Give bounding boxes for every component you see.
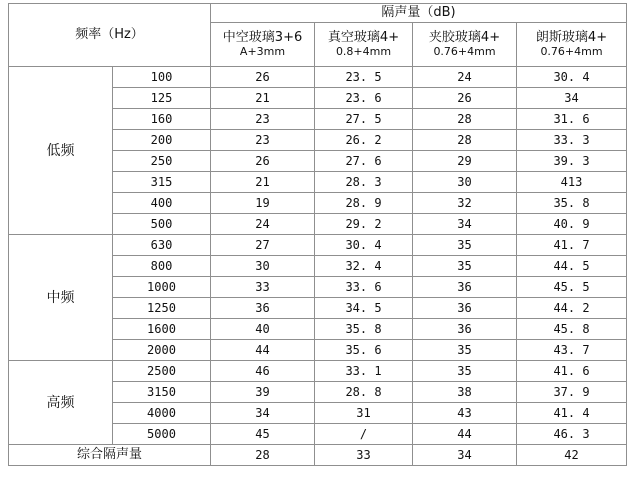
value-cell: 24 [211,214,315,235]
column-header-line1: 朗斯玻璃4+ [535,29,608,45]
value-cell: 46 [211,361,315,382]
table-row [9,361,627,382]
value-cell: 26 [211,151,315,172]
frequency-cell: 1600 [113,319,211,340]
value-cell: 35. 8 [517,193,627,214]
value-cell: 28 [413,109,517,130]
total-value-cell: 34 [413,445,517,466]
column-header-vacuum-glass [315,23,413,67]
value-cell: 413 [517,172,627,193]
total-row [9,445,627,466]
band-label: 低频 [9,67,113,235]
value-cell: 23. 6 [315,88,413,109]
value-cell: / [315,424,413,445]
value-cell: 30. 4 [517,67,627,88]
value-cell: 26 [211,67,315,88]
value-cell: 43 [413,403,517,424]
frequency-cell: 3150 [113,382,211,403]
value-cell: 30 [413,172,517,193]
value-cell: 33. 1 [315,361,413,382]
column-header-langsi-glass [517,23,627,67]
insulation-group-header: 隔声量（dB) [211,4,627,23]
value-cell: 34 [211,403,315,424]
frequency-cell: 100 [113,67,211,88]
total-value-cell: 33 [315,445,413,466]
value-cell: 35. 8 [315,319,413,340]
value-cell: 43. 7 [517,340,627,361]
value-cell: 21 [211,88,315,109]
value-cell: 40 [211,319,315,340]
value-cell: 37. 9 [517,382,627,403]
column-header-line2: 0.8+4mm [335,44,392,58]
value-cell: 28. 8 [315,382,413,403]
value-cell: 31 [315,403,413,424]
value-cell: 45 [211,424,315,445]
value-cell: 24 [413,67,517,88]
column-header-hollow-glass [211,23,315,67]
sound-insulation-table [8,3,627,466]
value-cell: 34. 5 [315,298,413,319]
frequency-cell: 1000 [113,277,211,298]
value-cell: 40. 9 [517,214,627,235]
value-cell: 31. 6 [517,109,627,130]
total-value-cell: 28 [211,445,315,466]
value-cell: 45. 8 [517,319,627,340]
frequency-cell: 630 [113,235,211,256]
value-cell: 28. 9 [315,193,413,214]
value-cell: 28 [413,130,517,151]
value-cell: 29. 2 [315,214,413,235]
value-cell: 34 [413,214,517,235]
value-cell: 34 [517,88,627,109]
column-header-line2: 0.76+4mm [540,44,603,58]
frequency-cell: 400 [113,193,211,214]
value-cell: 28. 3 [315,172,413,193]
value-cell: 44. 5 [517,256,627,277]
value-cell: 23 [211,130,315,151]
frequency-cell: 500 [113,214,211,235]
frequency-cell: 5000 [113,424,211,445]
column-header-line1: 夹胶玻璃4+ [428,29,501,45]
table-row [9,235,627,256]
value-cell: 33. 3 [517,130,627,151]
value-cell: 36 [413,298,517,319]
band-label: 中频 [9,235,113,361]
value-cell: 46. 3 [517,424,627,445]
frequency-cell: 800 [113,256,211,277]
total-label: 综合隔声量 [9,445,211,466]
frequency-cell: 250 [113,151,211,172]
frequency-header: 频率（Hz） [9,4,211,67]
value-cell: 35 [413,256,517,277]
value-cell: 26 [413,88,517,109]
value-cell: 36 [211,298,315,319]
frequency-cell: 1250 [113,298,211,319]
total-value-cell: 42 [517,445,627,466]
value-cell: 21 [211,172,315,193]
band-label: 高频 [9,361,113,445]
value-cell: 30 [211,256,315,277]
value-cell: 30. 4 [315,235,413,256]
header-row-top [9,4,627,23]
column-header-line1: 真空玻璃4+ [327,29,400,45]
column-header-line2: 0.76+4mm [433,44,496,58]
value-cell: 45. 5 [517,277,627,298]
value-cell: 39. 3 [517,151,627,172]
value-cell: 41. 4 [517,403,627,424]
value-cell: 35 [413,361,517,382]
value-cell: 39 [211,382,315,403]
value-cell: 27 [211,235,315,256]
table-row [9,67,627,88]
frequency-cell: 200 [113,130,211,151]
value-cell: 33 [211,277,315,298]
value-cell: 44 [413,424,517,445]
value-cell: 27. 5 [315,109,413,130]
value-cell: 32 [413,193,517,214]
value-cell: 23. 5 [315,67,413,88]
frequency-cell: 4000 [113,403,211,424]
column-header-line2: A+3mm [239,44,286,58]
value-cell: 35 [413,340,517,361]
value-cell: 27. 6 [315,151,413,172]
frequency-cell: 160 [113,109,211,130]
frequency-cell: 2500 [113,361,211,382]
value-cell: 44 [211,340,315,361]
frequency-cell: 125 [113,88,211,109]
value-cell: 36 [413,319,517,340]
value-cell: 41. 6 [517,361,627,382]
value-cell: 41. 7 [517,235,627,256]
frequency-cell: 315 [113,172,211,193]
value-cell: 29 [413,151,517,172]
frequency-cell: 2000 [113,340,211,361]
value-cell: 23 [211,109,315,130]
column-header-line1: 中空玻璃3+6 [222,29,303,45]
value-cell: 35 [413,235,517,256]
value-cell: 36 [413,277,517,298]
value-cell: 26. 2 [315,130,413,151]
value-cell: 35. 6 [315,340,413,361]
value-cell: 38 [413,382,517,403]
value-cell: 44. 2 [517,298,627,319]
value-cell: 33. 6 [315,277,413,298]
value-cell: 19 [211,193,315,214]
column-header-laminated-glass [413,23,517,67]
value-cell: 32. 4 [315,256,413,277]
